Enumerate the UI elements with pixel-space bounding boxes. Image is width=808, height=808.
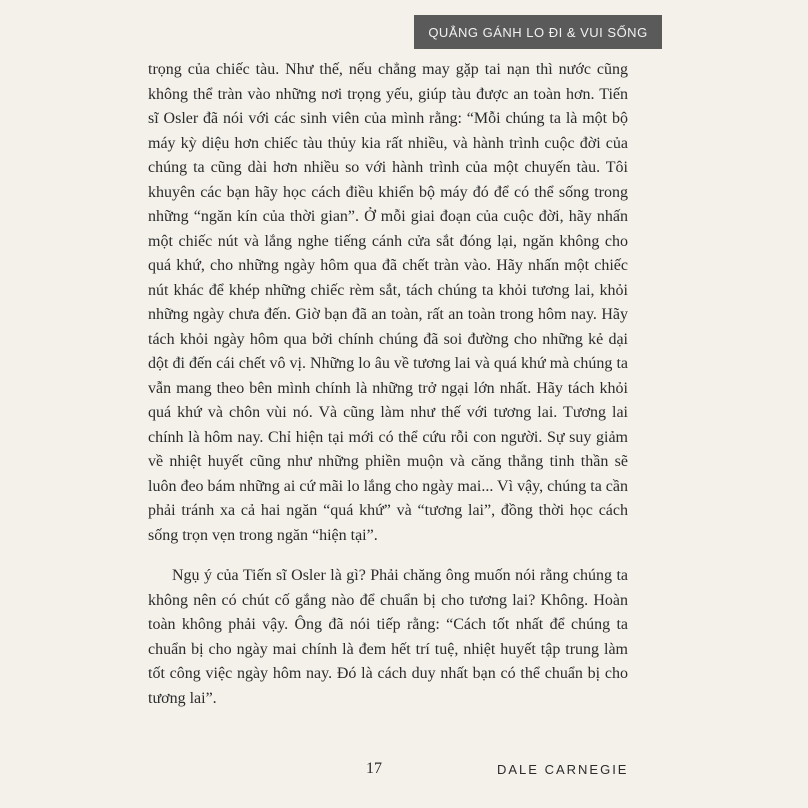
author-name: DALE CARNEGIE <box>497 762 629 777</box>
paragraph-2: Ngụ ý của Tiến sĩ Osler là gì? Phải chăng ông muốn nói rằng chúng ta không nên có chút cố gắng nào để chuẩn bị cho tương lai? Không. Hoàn toàn không phải vậy. Ông đã nói tiếp rằng: “Cách tốt nhất để chúng ta chuẩn bị cho ngày mai chính là đem hết trí tuệ, nhiệt huyết tập trung làm tốt công việc ngày hôm nay. Đó là cách duy nhất bạn có thể chuẩn bị cho tương lai”. <box>148 567 628 707</box>
paragraph-1: trọng của chiếc tàu. Như thế, nếu chẳng may gặp tai nạn thì nước cũng không thể tràn vào những nơi trọng yếu, giúp tàu được an toàn hơn. Tiến sĩ Osler đã nói với các sinh viên của mình rằng: “Mỗi chúng ta là một bộ máy kỳ diệu hơn chiếc tàu thủy kia rất nhiều, và hành trình cuộc đời của chúng ta cũng dài hơn nhiều so với hành trình của một chuyến tàu. Tôi khuyên các bạn hãy học cách điều khiển bộ máy đó để có thể sống trong những “ngăn kín của thời gian”. Ở mỗi giai đoạn của cuộc đời, hãy nhấn một chiếc nút và lắng nghe tiếng cánh cửa sắt đóng lại, ngăn không cho quá khứ, cho những ngày hôm qua đã chết tràn vào. Hãy nhấn một chiếc nút khác để khép những chiếc rèm sắt, tách chúng ta khỏi tương lai, khỏi những ngày chưa đến. Giờ bạn đã an toàn, rất an toàn trong hôm nay. Hãy tách khỏi ngày hôm qua bởi chính chúng đã soi đường cho những kẻ dại dột đi đến cái chết vô vị. Những lo âu về tương lai và quá khứ mà chúng ta vẫn mang theo bên mình chính là những trở ngại lớn nhất. Hãy tách khỏi quá khứ và chôn vùi nó. Và cũng làm như thế với tương lai. Tương lai chính là hôm nay. Chỉ hiện tại mới có thể cứu rỗi con người. Sự suy giảm về nhiệt huyết cũng như những phiền muộn và căng thẳng tinh thần sẽ luôn đeo bám những ai cứ mãi lo lắng cho ngày mai... Vì vậy, chúng ta cần phải tránh xa cả hai ngăn “quá khứ” và “tương lai”, đồng thời học cách sống trọn vẹn trong ngăn “hiện tại”. <box>148 61 628 544</box>
page-number: 17 <box>366 760 382 777</box>
running-header <box>414 15 662 49</box>
body-text <box>148 58 628 711</box>
running-title: QUẲNG GÁNH LO ĐI & VUI SỐNG <box>428 24 648 40</box>
